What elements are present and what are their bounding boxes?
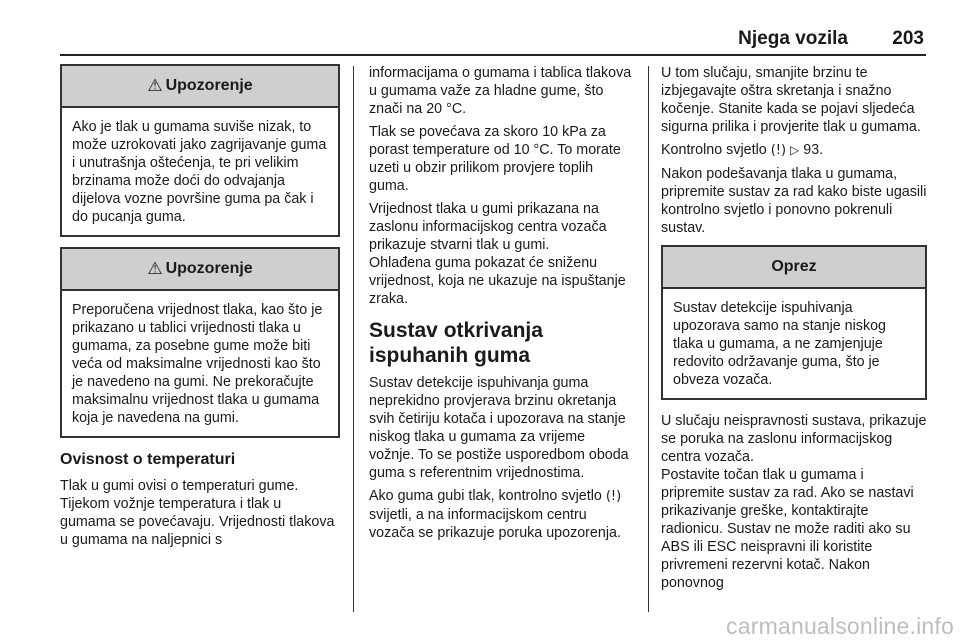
section-heading: Sustav otkrivanja ispuhanih guma	[369, 319, 543, 367]
paragraph: Postavite točan tlak u gumama i pripremite sustav za rad. Ako se nastavi prikazivanje greške, kontaktirajte radionicu. Sustav ne može raditi ako su ABS ili ESC neispravni ili koristite privremeni rezervni kotač. Nakon ponovnog	[661, 467, 914, 591]
paragraph: Tlak se povećava za skoro 10 kPa za porast temperature od 10 °C. To morate uzeti u obzir prilikom provjere toplih guma.	[369, 124, 621, 194]
paragraph-text: Kontrolno svjetlo	[661, 142, 767, 158]
page-number: 203	[892, 28, 924, 49]
paragraph	[369, 487, 633, 542]
warning-box	[60, 247, 340, 438]
caution-box	[661, 245, 927, 400]
warning-box-body	[62, 108, 338, 235]
paragraph: Ohlađena guma pokazat će sniženu vrijednost, koja ne ukazuje na ispuštanje zraka.	[369, 255, 626, 307]
warning-title: Upozorenje	[165, 260, 253, 277]
tire-pressure-lamp-icon: (!)	[605, 489, 622, 504]
watermark: carmanualsonline.info	[726, 613, 954, 639]
warning-box	[60, 64, 340, 237]
reference-arrow-icon: ▷	[790, 143, 800, 157]
page-reference[interactable]: 93.	[803, 142, 824, 158]
caution-box-body	[663, 289, 925, 398]
paragraph: Tlak u gumi ovisi o temperaturi gume. Tijekom vožnje temperatura i tlak u gumama se povećavaju. Vrijednosti tlakova u gumama na naljepnici s	[60, 478, 335, 548]
warning-text: Preporučena vrijednost tlaka, kao što je prikazano u tablici vrijednosti tlaka u gumama, za posebne gume može biti veća od maksimalne vrijednosti kao što je navedeno na gumi. Ne prekoračujte maksimalnu vrijednost tlaka u gumama koja je navedena na gumi.	[72, 302, 323, 426]
paragraph: Vrijednost tlaka u gumi prikazana na zaslonu informacijskog centra vozača prikazuje stvarni tlak u gumi.	[369, 201, 607, 253]
paragraph-text: Ako guma gubi tlak, kontrolno svjetlo	[369, 488, 602, 504]
caution-text: Sustav detekcije ispuhivanja upozorava samo na stanje niskog tlaka u gumama, a ne zamjenjuje redovito održavanje guma, što je obveza vozača.	[673, 300, 886, 388]
paragraph: U slučaju neispravnosti sustava, prikazuje se poruka na zaslonu informacijskog centra vozača.	[661, 413, 927, 465]
caution-title: Oprez	[771, 258, 817, 275]
warning-box-header	[62, 66, 338, 108]
subheading-temperature: Ovisnost o temperaturi	[60, 451, 236, 468]
caution-box-header	[663, 247, 925, 289]
paragraph: U tom slučaju, smanjite brzinu te izbjegavajte oštra skretanja i snažno kočenje. Stanite kada se pojavi sljedeća sigurna prilika i provjerite tlak u gumama.	[661, 65, 921, 135]
column-divider	[648, 66, 649, 612]
warning-box-header	[62, 249, 338, 291]
running-title: Njega vozila	[738, 28, 848, 49]
paragraph-text: svijetli, a na informacijskom centru vozača se prikazuje poruka upozorenja.	[369, 507, 621, 541]
warning-title: Upozorenje	[165, 77, 253, 94]
tire-pressure-lamp-icon: (!)	[770, 143, 787, 158]
column-left	[60, 64, 340, 554]
paragraph: informacijama o gumama i tablica tlakova u gumama važe za hladne gume, što znači na 20 °C.	[369, 65, 632, 117]
warning-triangle-icon: ⚠	[147, 76, 163, 95]
paragraph	[661, 141, 927, 160]
warning-box-body	[62, 291, 338, 436]
column-divider	[353, 66, 354, 612]
page-header	[60, 22, 926, 56]
column-middle	[369, 64, 633, 547]
paragraph: Sustav detekcije ispuhivanja guma neprekidno provjerava brzinu okretanja svih četiriju kotača i upozorava na stanje niskog tlaka u gumama za vrijeme vožnje. To se postiže usporedbom oboda guma s referentnim vrijednostima.	[369, 375, 629, 481]
paragraph: Nakon podešavanja tlaka u gumama, pripremite sustav za rad kako biste ugasili kontrolno svjetlo i ponovno pokrenuli sustav.	[661, 166, 927, 236]
column-right	[661, 64, 927, 597]
warning-triangle-icon: ⚠	[147, 259, 163, 278]
warning-text: Ako je tlak u gumama suviše nizak, to može uzrokovati jako zagrijavanje guma i unutrašnja oštećenja, te pri velikim brzinama može doći do odvajanja dijelova vozne površine guma pa čak i do pucanja guma.	[72, 119, 327, 225]
